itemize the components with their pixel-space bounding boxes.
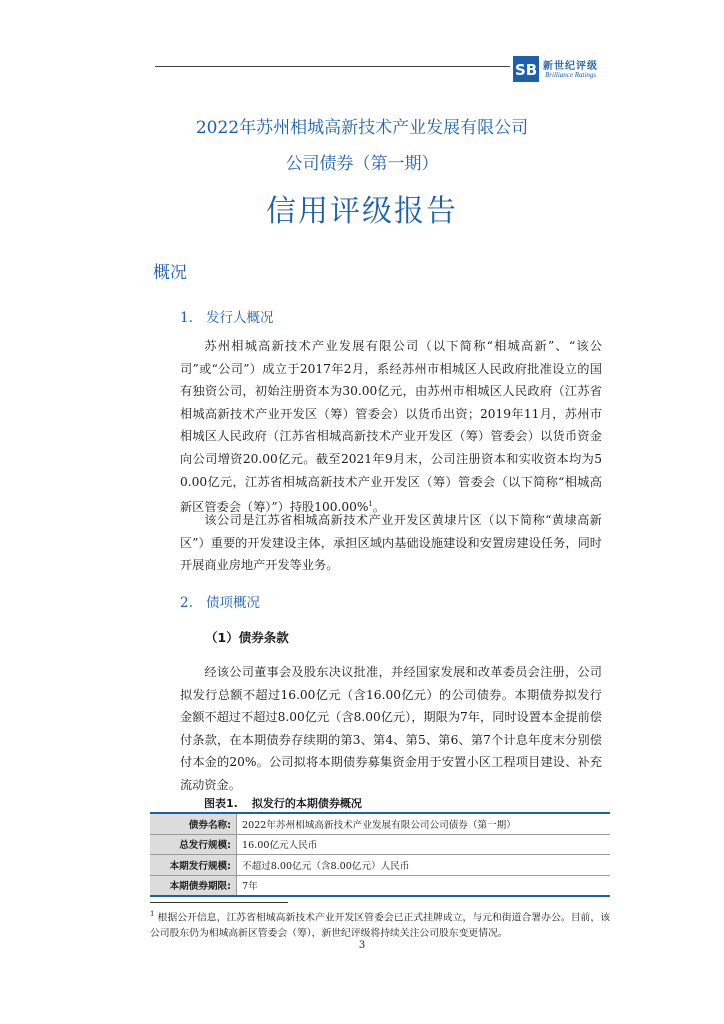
report-main-title: 信用评级报告 <box>266 194 458 229</box>
logo-chinese-name: 新世纪评级 <box>543 61 598 72</box>
subsection-number: 1. <box>180 310 193 326</box>
page-number: 3 <box>358 940 366 951</box>
subsection-issuer <box>180 306 274 326</box>
sb-logo-icon <box>513 56 539 82</box>
footnote <box>150 907 610 941</box>
svg-text:SB: SB <box>515 61 538 79</box>
table-row <box>150 813 610 834</box>
table-value: 2022年苏州相城高新技术产业发展有限公司公司债券（第一期） <box>237 813 611 834</box>
subsection-label: 发行人概况 <box>206 310 274 326</box>
table-key: 本期债券期限: <box>150 875 237 896</box>
table-caption-label: 图表1. <box>204 797 238 810</box>
paragraph-text: 苏州相城高新技术产业发展有限公司（以下简称“相城高新”、“该公司”或“公司”）成立于2017年2月，系经苏州市相城区人民政府批准设立的国有独资公司，初始注册资本为30.00亿元，由苏州市相城区人民政府（江苏省相城高新技术产业开发区（筹）管委会）以货币出资；2019年11月，苏州市相城区人民政府（江苏省相城高新技术产业开发区（筹）管委会）以货币资金向公司增资20.00亿元。截至2021年9月末，公司注册资本和实收资本均为50.00亿元，江苏省相城高新技术产业开发区（筹）管委会（以下简称“相城高新区管委会（筹）”）持股100.00% <box>180 339 602 515</box>
table-key: 本期发行规模: <box>150 855 237 876</box>
table-value: 16.00亿元人民币 <box>237 834 611 855</box>
issuer-overview-paragraph <box>180 335 602 519</box>
table-value: 不超过8.00亿元（含8.00亿元）人民币 <box>237 855 611 876</box>
footnote-divider <box>150 902 288 903</box>
business-paragraph: 该公司是江苏省相城高新技术产业开发区黄埭片区（以下简称“黄埭高新区”）重要的开发建设主体，承担区域内基础设施建设和安置房建设任务，同时开展商业房地产开发等业务。 <box>180 513 602 573</box>
report-title-line1: 2022年苏州相城高新技术产业发展有限公司 <box>195 118 529 138</box>
table-row <box>150 834 610 855</box>
table-key: 债券名称: <box>150 813 237 834</box>
table-caption <box>204 795 362 811</box>
paragraph-end: 。 <box>372 500 386 515</box>
table-caption-title: 拟发行的本期债券概况 <box>251 797 362 810</box>
table-key: 总发行规模: <box>150 834 237 855</box>
bond-terms-table <box>150 812 610 897</box>
brand-logo <box>513 56 613 82</box>
header-rule <box>155 66 510 67</box>
logo-english-name: Brilliance Ratings <box>545 71 597 79</box>
table-value: 7年 <box>237 875 611 896</box>
footnote-mark: 1 <box>150 910 155 918</box>
section-title: 概况 <box>153 263 187 283</box>
footnote-text: 根据公开信息，江苏省相城高新技术产业开发区管委会已正式挂牌成立，与元和街道合署办公。目前，该公司股东仍为相城高新区管委会（筹），新世纪评级将持续关注公司股东变更情况。 <box>150 912 610 939</box>
subsection-number: 2. <box>180 595 193 611</box>
subsection-bond <box>180 591 260 611</box>
footnote-ref[interactable]: 1 <box>368 500 373 509</box>
table-row <box>150 875 610 896</box>
bond-terms-paragraph: 经该公司董事会及股东决议批准，并经国家发展和改革委员会注册，公司拟发行总额不超过16.00亿元（含16.00亿元）的公司债券。本期债券拟发行金额不超过不超过8.00亿元（含8.00亿元），期限为7年，同时设置本金提前偿付条款，在本期债券存续期的第3、第4、第5、第6、第7个计息年度末分别偿付本金的20%。公司拟将本期债券募集资金用于安置小区工程项目建设、补充流动资金。 <box>180 665 602 792</box>
subsection-label: 债项概况 <box>206 595 260 611</box>
report-title-line2: 公司债券（第一期） <box>285 154 439 174</box>
table-row <box>150 855 610 876</box>
bond-terms-heading: （1）债券条款 <box>205 630 289 645</box>
